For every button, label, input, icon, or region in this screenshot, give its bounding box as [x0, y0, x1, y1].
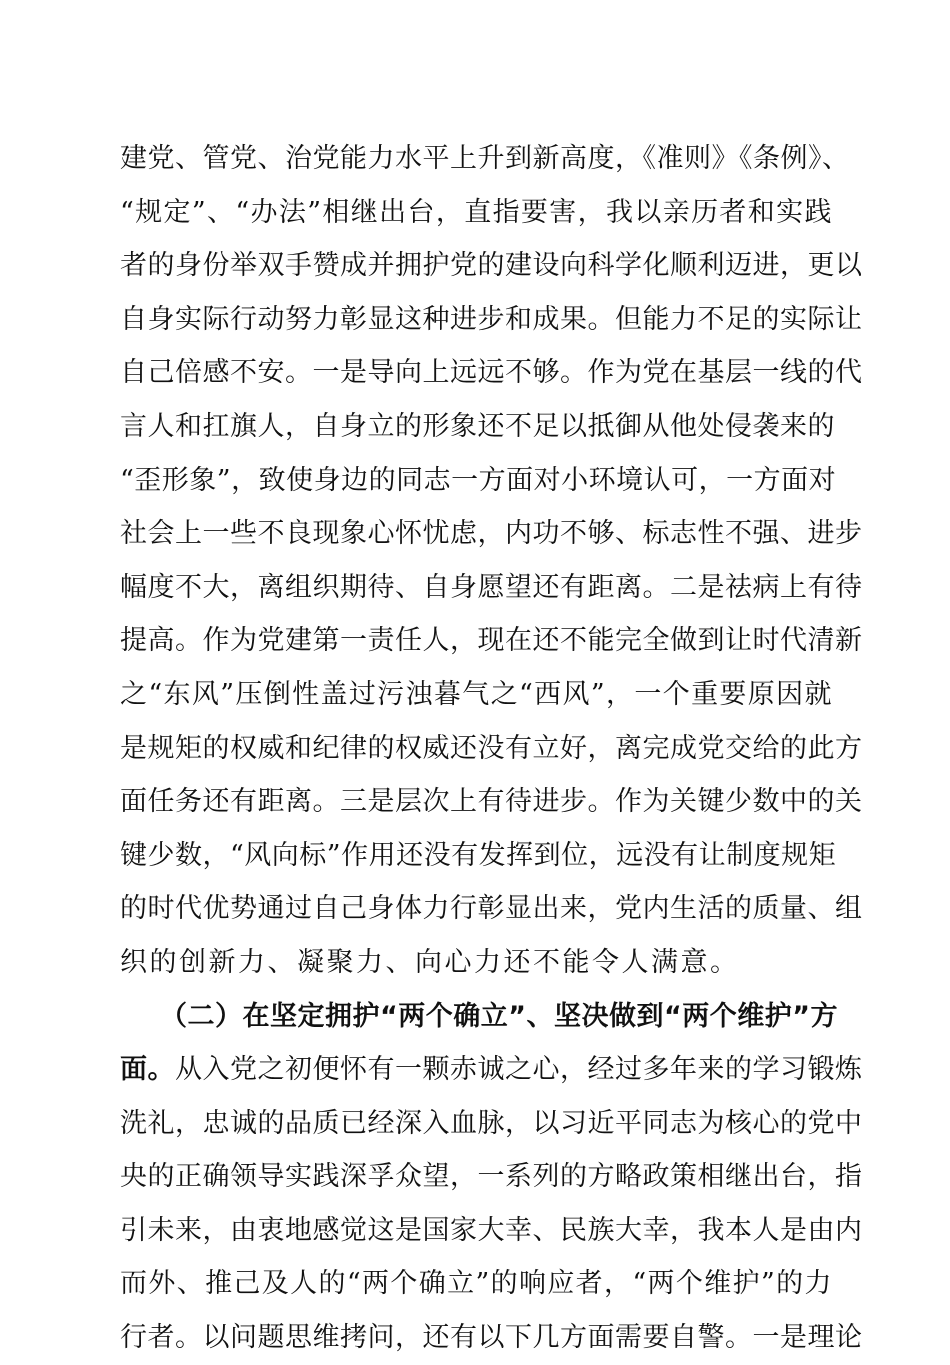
text-line: 者的身份举双手赞成并拥护党的建设向科学化顺利迈进，更以: [120, 250, 863, 282]
section-heading-end: 面。: [120, 1054, 175, 1086]
text-line: 提高。作为党建第一责任人，现在还不能完全做到让时代清新: [120, 625, 863, 657]
text-line: 键少数，“风向标”作用还没有发挥到位，远没有让制度规矩: [120, 839, 837, 871]
text-line: 引未来，由衷地感觉这是国家大幸、民族大幸，我本人是由内: [120, 1214, 863, 1246]
document-body: [120, 132, 863, 1365]
text-line: 自身实际行动努力彰显这种进步和成果。但能力不足的实际让: [120, 303, 863, 335]
text-line: 是规矩的权威和纪律的权威还没有立好，离完成党交给的此方: [120, 732, 863, 764]
text-line: 之“东风”压倒性盖过污浊暮气之“西风”，一个重要原因就: [120, 678, 832, 710]
text-line: 行者。以问题思维拷问，还有以下几方面需要自警。一是理论: [120, 1322, 863, 1354]
text-line: 社会上一些不良现象心怀忧虑，内功不够、标志性不强、进步: [120, 518, 863, 550]
text-line: 面任务还有距离。三是层次上有待进步。作为关键少数中的关: [120, 786, 863, 818]
section-heading: （二）在坚定拥护“两个确立”、坚决做到“两个维护”方: [160, 1000, 838, 1032]
text-line: “歪形象”，致使身边的同志一方面对小环境认可，一方面对: [120, 464, 837, 496]
text-line: 自己倍感不安。一是导向上远远不够。作为党在基层一线的代: [120, 357, 863, 389]
text-line: 而外、推己及人的“两个确立”的响应者，“两个维护”的力: [120, 1268, 832, 1300]
text-line: [120, 1043, 863, 1097]
text-line: 的时代优势通过自己身体力行彰显出来，党内生活的质量、组: [120, 893, 863, 925]
text-line-rest: 从入党之初便怀有一颗赤诚之心，经过多年来的学习锻炼: [175, 1054, 863, 1086]
text-line: 织的创新力、凝聚力、向心力还不能令人满意。: [120, 946, 740, 978]
text-line: “规定”、“办法”相继出台，直指要害，我以亲历者和实践: [120, 196, 832, 228]
text-line: 幅度不大，离组织期待、自身愿望还有距离。二是祛病上有待: [120, 571, 863, 603]
text-line: 言人和扛旗人，自身立的形象还不足以抵御从他处侵袭来的: [120, 410, 835, 442]
text-line: 央的正确领导实践深孚众望，一系列的方略政策相继出台，指: [120, 1161, 863, 1193]
text-line: 建党、管党、治党能力水平上升到新高度，《准则》《条例》、: [120, 143, 850, 174]
text-line: 洗礼，忠诚的品质已经深入血脉，以习近平同志为核心的党中: [120, 1107, 863, 1139]
